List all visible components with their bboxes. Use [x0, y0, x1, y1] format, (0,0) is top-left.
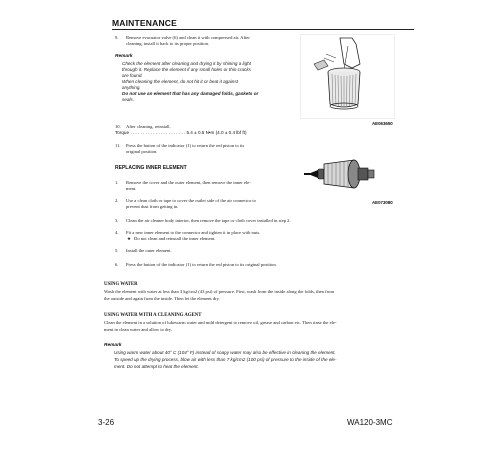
figure-caption: AE073080	[372, 200, 393, 205]
remark-line: Do not use an element that has any damaged folds, gaskets or	[122, 91, 259, 96]
step-text-line-1: Press the button of the indicator (1) to return the red piston to its	[126, 143, 245, 148]
torque-spec: Torque . . . . . . . . . . . . . . . . . . . . . . 5.4 ± 0.5 N•m (4.0 ± 0.4 lbf ft)	[115, 130, 247, 135]
paragraph-line: Wash the element with water at less than 3 kg/cm2 (43 psi) of pressure. First, wash from the inside along the folds, then from	[104, 289, 335, 294]
step-11	[115, 143, 290, 157]
step-number: 9.	[115, 35, 119, 40]
step-text-line-1: Fit a new inner element to the connector and tighten it in place with nuts.	[126, 230, 261, 235]
step-number: 2.	[115, 198, 119, 203]
remark-line: To speed up the drying process, blow air with less than 7 kg/cm2 (100 psi) of pressure to the inside of the ele-	[114, 357, 337, 362]
step-text-line-2: ment.	[126, 186, 137, 192]
step-text-line-2: prevent dust from getting in.	[126, 204, 179, 210]
inner-step	[115, 262, 415, 270]
remark-line: Using warm water about 40° C (104° F) instead of soapy water may also be effective in cleaning the element.	[114, 350, 336, 355]
step-number: 5.	[115, 248, 119, 253]
step-text-line-2: cleaning, install it back to its proper position.	[126, 41, 210, 47]
step-text-line-1: Remove evacuator valve (6) and clean it with compressed air. After	[126, 35, 250, 40]
remark-heading: Remark	[115, 54, 133, 59]
remark-line: seals.	[122, 97, 135, 102]
step-number: 6.	[115, 262, 119, 267]
step-text: Install the outer element.	[126, 248, 172, 253]
step-text: Press the button of the indicator (1) to return the red piston to its original position.	[126, 262, 277, 267]
step-text: After cleaning, reinstall.	[126, 124, 171, 129]
step-text-line-2: original position.	[126, 149, 158, 155]
remark-line: ment. Do not attempt to heat the element.	[114, 364, 199, 369]
indicator-illustration	[302, 150, 397, 200]
model-code: WA120-3MC	[347, 418, 393, 427]
remark-line: anything.	[122, 85, 141, 90]
element-inspection-illustration	[300, 34, 395, 119]
remark-line: Check the element after cleaning and drying it by shining a light	[122, 61, 251, 66]
star-icon: ★	[127, 236, 132, 242]
section-heading: REPLACING INNER ELEMENT	[115, 165, 187, 171]
section-heading: USING WATER WITH A CLEANING AGENT	[104, 313, 202, 318]
paragraph-line: Clean the element in a solution of lukewarm water and mild detergent to remove oil, grease and carbon etc. Then rinse the ele-	[104, 320, 337, 325]
inner-step	[115, 230, 415, 244]
step-number: 11.	[115, 143, 121, 148]
step-text-line-1: Use a clean cloth or tape to cover the outlet side of the air connector to	[126, 198, 256, 203]
step-text-line-2: Do not clean and reinstall the inner element.	[134, 236, 216, 242]
step-text: Clean the air cleaner body interior, then remove the tape or cloth cover installed in step 2.	[126, 218, 291, 223]
step-9	[115, 35, 290, 49]
page-title: MAINTENANCE	[112, 18, 178, 28]
header-divider	[112, 29, 414, 30]
remark-line: through it. Replace the element if any small holes or thin cracks	[122, 67, 251, 72]
step-text-line-1: Remove the cover and the outer element, then remove the inner ele-	[126, 180, 251, 185]
inner-step	[115, 180, 290, 194]
paragraph-line: the outside and again from the inside. Then let the element dry.	[104, 296, 220, 301]
step-number: 4.	[115, 230, 119, 235]
remark-line: When cleaning the element, do not hit it or beat it against	[122, 79, 238, 84]
page-number: 3-26	[98, 418, 115, 427]
figure-caption: AE063650	[372, 121, 393, 126]
paragraph-line: ment in clean water and allow to dry.	[104, 327, 173, 332]
remark-line: are found.	[122, 73, 143, 78]
inner-step	[115, 248, 415, 256]
remark-heading: Remark	[104, 343, 122, 348]
step-number: 10.	[115, 124, 121, 129]
inner-step	[115, 218, 415, 226]
section-heading: USING WATER	[104, 282, 138, 287]
step-number: 1.	[115, 180, 119, 185]
inner-step	[115, 198, 290, 212]
step-number: 3.	[115, 218, 119, 223]
